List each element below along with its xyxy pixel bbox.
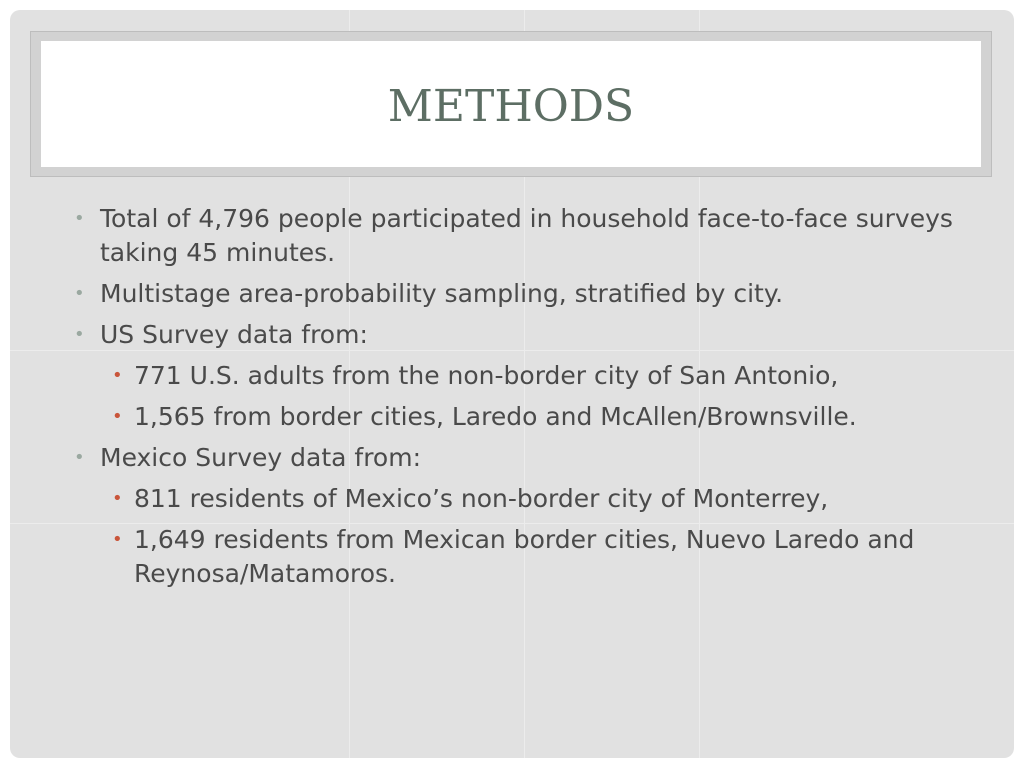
bullet-item: [70, 202, 970, 270]
bullet-text: Total of 4,796 people participated in household face-to-face surveys taking 45 minutes.: [100, 204, 953, 267]
bullet-text: 771 U.S. adults from the non-border city of San Antonio,: [134, 361, 839, 390]
bullet-dot-icon: •: [74, 447, 85, 468]
sub-bullet-item: [70, 400, 970, 434]
slide-title: METHODS: [387, 80, 635, 132]
bullet-dot-icon: •: [74, 283, 85, 304]
bullet-text: Mexico Survey data from:: [100, 443, 422, 472]
bullet-text: 1,565 from border cities, Laredo and McAllen/Brownsville.: [134, 402, 857, 431]
bullet-text: 811 residents of Mexico’s non-border city of Monterrey,: [134, 484, 829, 513]
slide-body: [70, 202, 970, 598]
sub-bullet-dot-icon: •: [112, 406, 123, 427]
bullet-text: 1,649 residents from Mexican border cities, Nuevo Laredo and Reynosa/Matamoros.: [134, 525, 915, 588]
bullet-item: [70, 318, 970, 352]
sub-bullet-item: [70, 359, 970, 393]
sub-bullet-dot-icon: •: [112, 529, 123, 550]
title-box: [41, 41, 981, 167]
bullet-text: Multistage area-probability sampling, stratified by city.: [100, 279, 784, 308]
slide: [10, 10, 1014, 758]
sub-bullet-dot-icon: •: [112, 365, 123, 386]
bullet-item: [70, 277, 970, 311]
sub-bullet-item: [70, 523, 970, 591]
bullet-list: [70, 202, 970, 591]
sub-bullet-item: [70, 482, 970, 516]
bullet-dot-icon: •: [74, 324, 85, 345]
bullet-dot-icon: •: [74, 208, 85, 229]
sub-bullet-dot-icon: •: [112, 488, 123, 509]
bullet-item: [70, 441, 970, 475]
title-frame: [30, 31, 992, 177]
bullet-text: US Survey data from:: [100, 320, 368, 349]
